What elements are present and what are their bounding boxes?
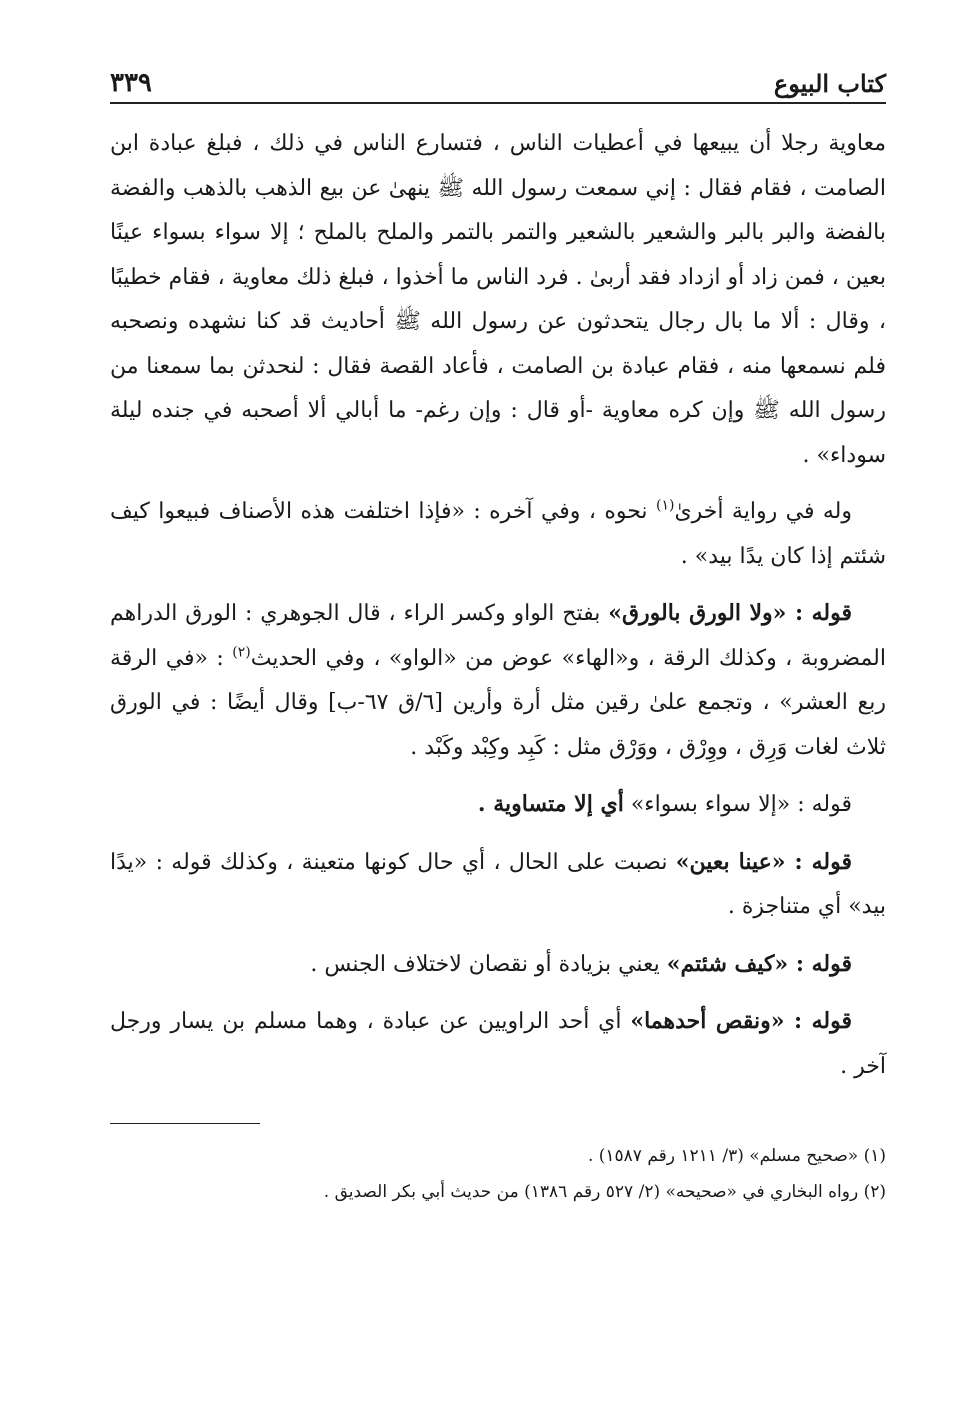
paragraph-4 <box>110 782 886 828</box>
paragraph-6-text: يعني بزيادة أو نقصان لاختلاف الجنس . <box>310 951 667 977</box>
book-page <box>110 58 886 1210</box>
running-header <box>110 58 886 104</box>
paragraph-3-text-b: : «في الرقة ربع العشر» ، وتجمع علىٰ رقين مثل أرة وأرين [٦/ق ٦٧-ب] وقال أيضًا : في الورق ثلاث لغات وَرِق ، ووِرْق ، ووَرْق مثل : كَبِد وكِبْد وكَبْد . <box>110 645 886 760</box>
paragraph-3-lemma: قوله : «ولا الورق بالورق» <box>608 600 852 626</box>
main-text <box>110 122 886 1089</box>
paragraph-2 <box>110 490 886 579</box>
paragraph-5-lemma: قوله : «عينا بعين» <box>675 848 852 875</box>
paragraph-7-lemma: قوله : «ونقص أحدهما» <box>630 1008 853 1034</box>
footnote-separator <box>110 1123 260 1124</box>
footnote-2: (٢) رواه البخاري في «صحيحه» (٢/ ٥٢٧ رقم ١٣٨٦) من حديث أبي بكر الصديق . <box>323 1182 886 1202</box>
footnote-separator-wrap <box>110 1101 886 1138</box>
paragraph-6-lemma: قوله : «كيف شئتم» <box>666 950 852 977</box>
footnote-ref-2[interactable]: (٢) <box>232 644 251 661</box>
paragraph-4-bold: أي إلا متساوية . <box>477 791 624 817</box>
paragraph-7-text: أي أحد الراويين عن عبادة ، وهما مسلم بن يسار ورجل آخر . <box>110 1009 886 1079</box>
paragraph-1: معاوية رجلا أن يبيعها في أعطيات الناس ، فتسارع الناس في ذلك ، فبلغ عبادة ابن الصامت ، فقام فقال : إني سمعت رسول الله ﷺ ينهىٰ عن بيع الذهب بالذهب والفضة بالفضة والبر بالبر والشعير بالشعير والتمر بالتمر والملح بالملح ؛ إلا سواء بسواء عينًا بعين ، فمن زاد أو ازداد فقد أربىٰ . فرد الناس ما أخذوا ، فبلغ ذلك معاوية ، فقام خطيبًا ، وقال : ألا ما بال رجال يتحدثون عن رسول الله ﷺ أحاديث قد كنا نشهده ونصحبه فلم نسمعها منه ، فقام عبادة بن الصامت ، فأعاد القصة فقال : لنحدثن بما سمعنا من رسول الله ﷺ وإن كره معاوية -أو قال : وإن رغم- ما أبالي ألا أصحبه في جنده ليلة سوداء» . <box>110 131 887 468</box>
footnotes <box>110 1138 886 1210</box>
footnote-ref-1[interactable]: (١) <box>655 497 675 514</box>
paragraph-4-text: قوله : «إلا سواء بسواء» <box>623 792 852 817</box>
chapter-title: كتاب البيوع <box>773 69 886 98</box>
paragraph-7 <box>110 999 886 1089</box>
paragraph-2-text-b: نحوه ، وفي آخره : «فإذا اختلفت هذه الأصناف فبيعوا كيف شئتم إذا كان يدًا بيد» . <box>110 499 886 569</box>
paragraph-2-text-a: وله في رواية أخرىٰ <box>674 499 852 524</box>
paragraph-3 <box>110 591 886 770</box>
paragraph-5-text: نصبت على الحال ، أي حال كونها متعينة ، وكذلك قوله : «يدًا بيد» أي متناجزة . <box>110 849 886 919</box>
paragraph-5 <box>110 840 886 930</box>
paragraph-6 <box>110 942 886 988</box>
page-number: ٣٣٩ <box>110 68 152 98</box>
paragraph-3-text-a: بفتح الواو وكسر الراء ، قال الجوهري : الورق الدراهم المضروبة ، وكذلك الرقة ، و«الهاء» عوض من «الواو» ، وفي الحديث <box>110 601 886 671</box>
footnote-1: (١) «صحيح مسلم» (٣/ ١٢١١ رقم ١٥٨٧) . <box>587 1146 886 1166</box>
